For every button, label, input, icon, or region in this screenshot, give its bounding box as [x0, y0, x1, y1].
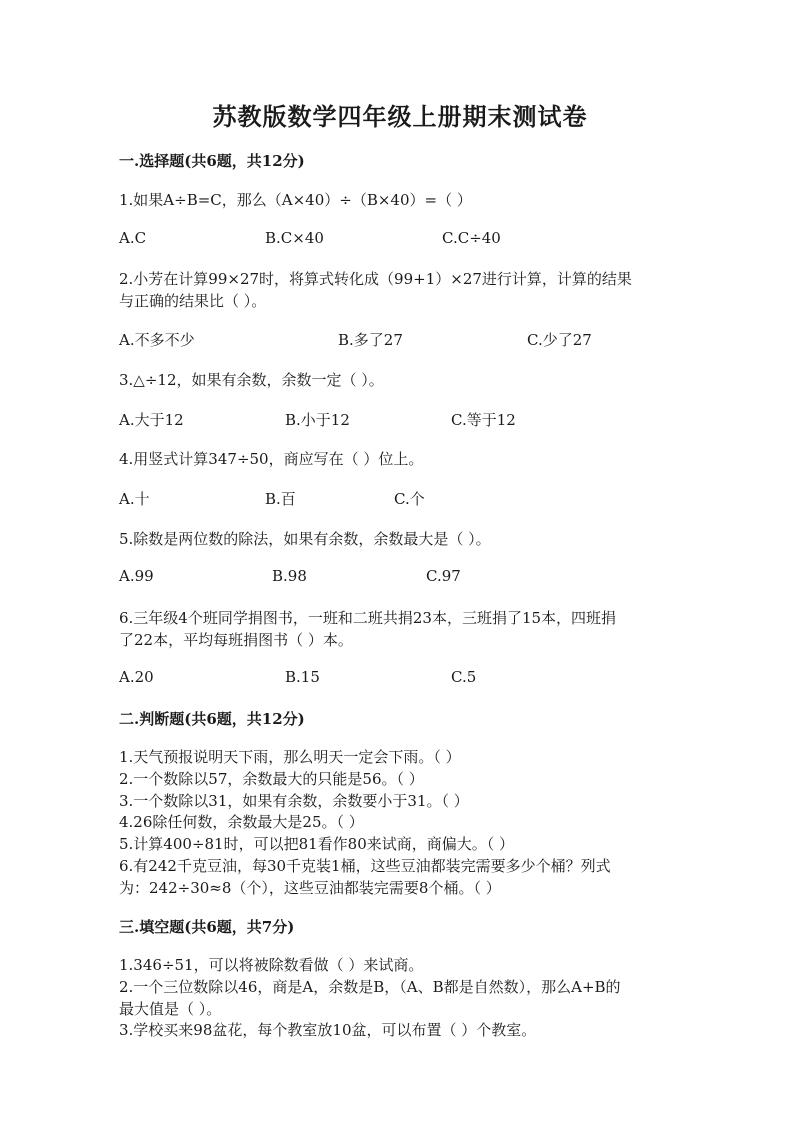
option-a: A.不多不少: [119, 331, 195, 349]
page-title: 苏教版数学四年级上册期末测试卷: [212, 102, 588, 131]
question-line: 1.如果A÷B=C，那么（A×40）÷（B×40）=（ ）: [119, 191, 472, 209]
statement-line: 2.一个数除以57，余数最大的只能是56。（ ）: [119, 770, 424, 788]
question-line: 6.三年级4个班同学捐图书，一班和二班共捐23本，三班捐了15本，四班捐: [119, 609, 617, 627]
option-c: C.5: [451, 668, 477, 686]
section-heading-judge: 二.判断题(共6题，共12分): [119, 710, 305, 728]
option-a: A.大于12: [119, 411, 184, 429]
option-a: A.十: [119, 490, 150, 508]
option-c: C.等于12: [451, 411, 516, 429]
question-line: 与正确的结果比（ ）。: [119, 292, 267, 310]
option-c: C.97: [426, 567, 461, 585]
question-line: 4.用竖式计算347÷50，商应写在（ ）位上。: [119, 450, 424, 468]
question-line: 5.除数是两位数的除法，如果有余数，余数最大是（ ）。: [119, 530, 491, 548]
option-b: B.15: [285, 668, 320, 686]
option-c: C.少了27: [527, 331, 592, 349]
section-heading-fill: 三.填空题(共6题，共7分): [119, 918, 295, 936]
question-line: 2.小芳在计算99×27时，将算式转化成（99+1）×27进行计算，计算的结果: [119, 270, 632, 288]
option-c: C.C÷40: [442, 229, 501, 247]
option-b: B.98: [272, 567, 307, 585]
statement-line: 4.26除任何数，余数最大是25。（ ）: [119, 813, 364, 831]
option-a: A.99: [119, 567, 154, 585]
question-line: 3.△÷12，如果有余数，余数一定（ ）。: [119, 371, 384, 389]
section-heading-choice: 一.选择题(共6题，共12分): [119, 152, 305, 170]
statement-line: 为：242÷30≈8（个），这些豆油都装完需要8个桶。（ ）: [119, 879, 501, 897]
fill-line: 2.一个三位数除以46，商是A，余数是B，（A、B都是自然数），那么A+B的: [119, 978, 621, 996]
option-b: B.多了27: [338, 331, 403, 349]
statement-line: 6.有242千克豆油，每30千克装1桶，这些豆油都装完需要多少个桶？列式: [119, 857, 611, 875]
fill-line: 最大值是（ ）。: [119, 1000, 222, 1018]
option-a: A.20: [119, 668, 154, 686]
option-b: B.百: [265, 490, 296, 508]
statement-line: 3.一个数除以31，如果有余数，余数要小于31。（ ）: [119, 792, 469, 810]
option-a: A.C: [119, 229, 147, 247]
option-b: B.C×40: [265, 229, 324, 247]
statement-line: 5.计算400÷81时，可以把81看作80来试商，商偏大。（ ）: [119, 835, 515, 853]
option-c: C.个: [394, 490, 425, 508]
option-b: B.小于12: [285, 411, 350, 429]
statement-line: 1.天气预报说明天下雨，那么明天一定会下雨。（ ）: [119, 748, 461, 766]
fill-line: 3.学校买来98盆花，每个教室放10盆，可以布置（ ）个教室。: [119, 1021, 537, 1039]
fill-line: 1.346÷51，可以将被除数看做（ ）来试商。: [119, 956, 424, 974]
question-line: 了22本，平均每班捐图书（ ）本。: [119, 631, 353, 649]
